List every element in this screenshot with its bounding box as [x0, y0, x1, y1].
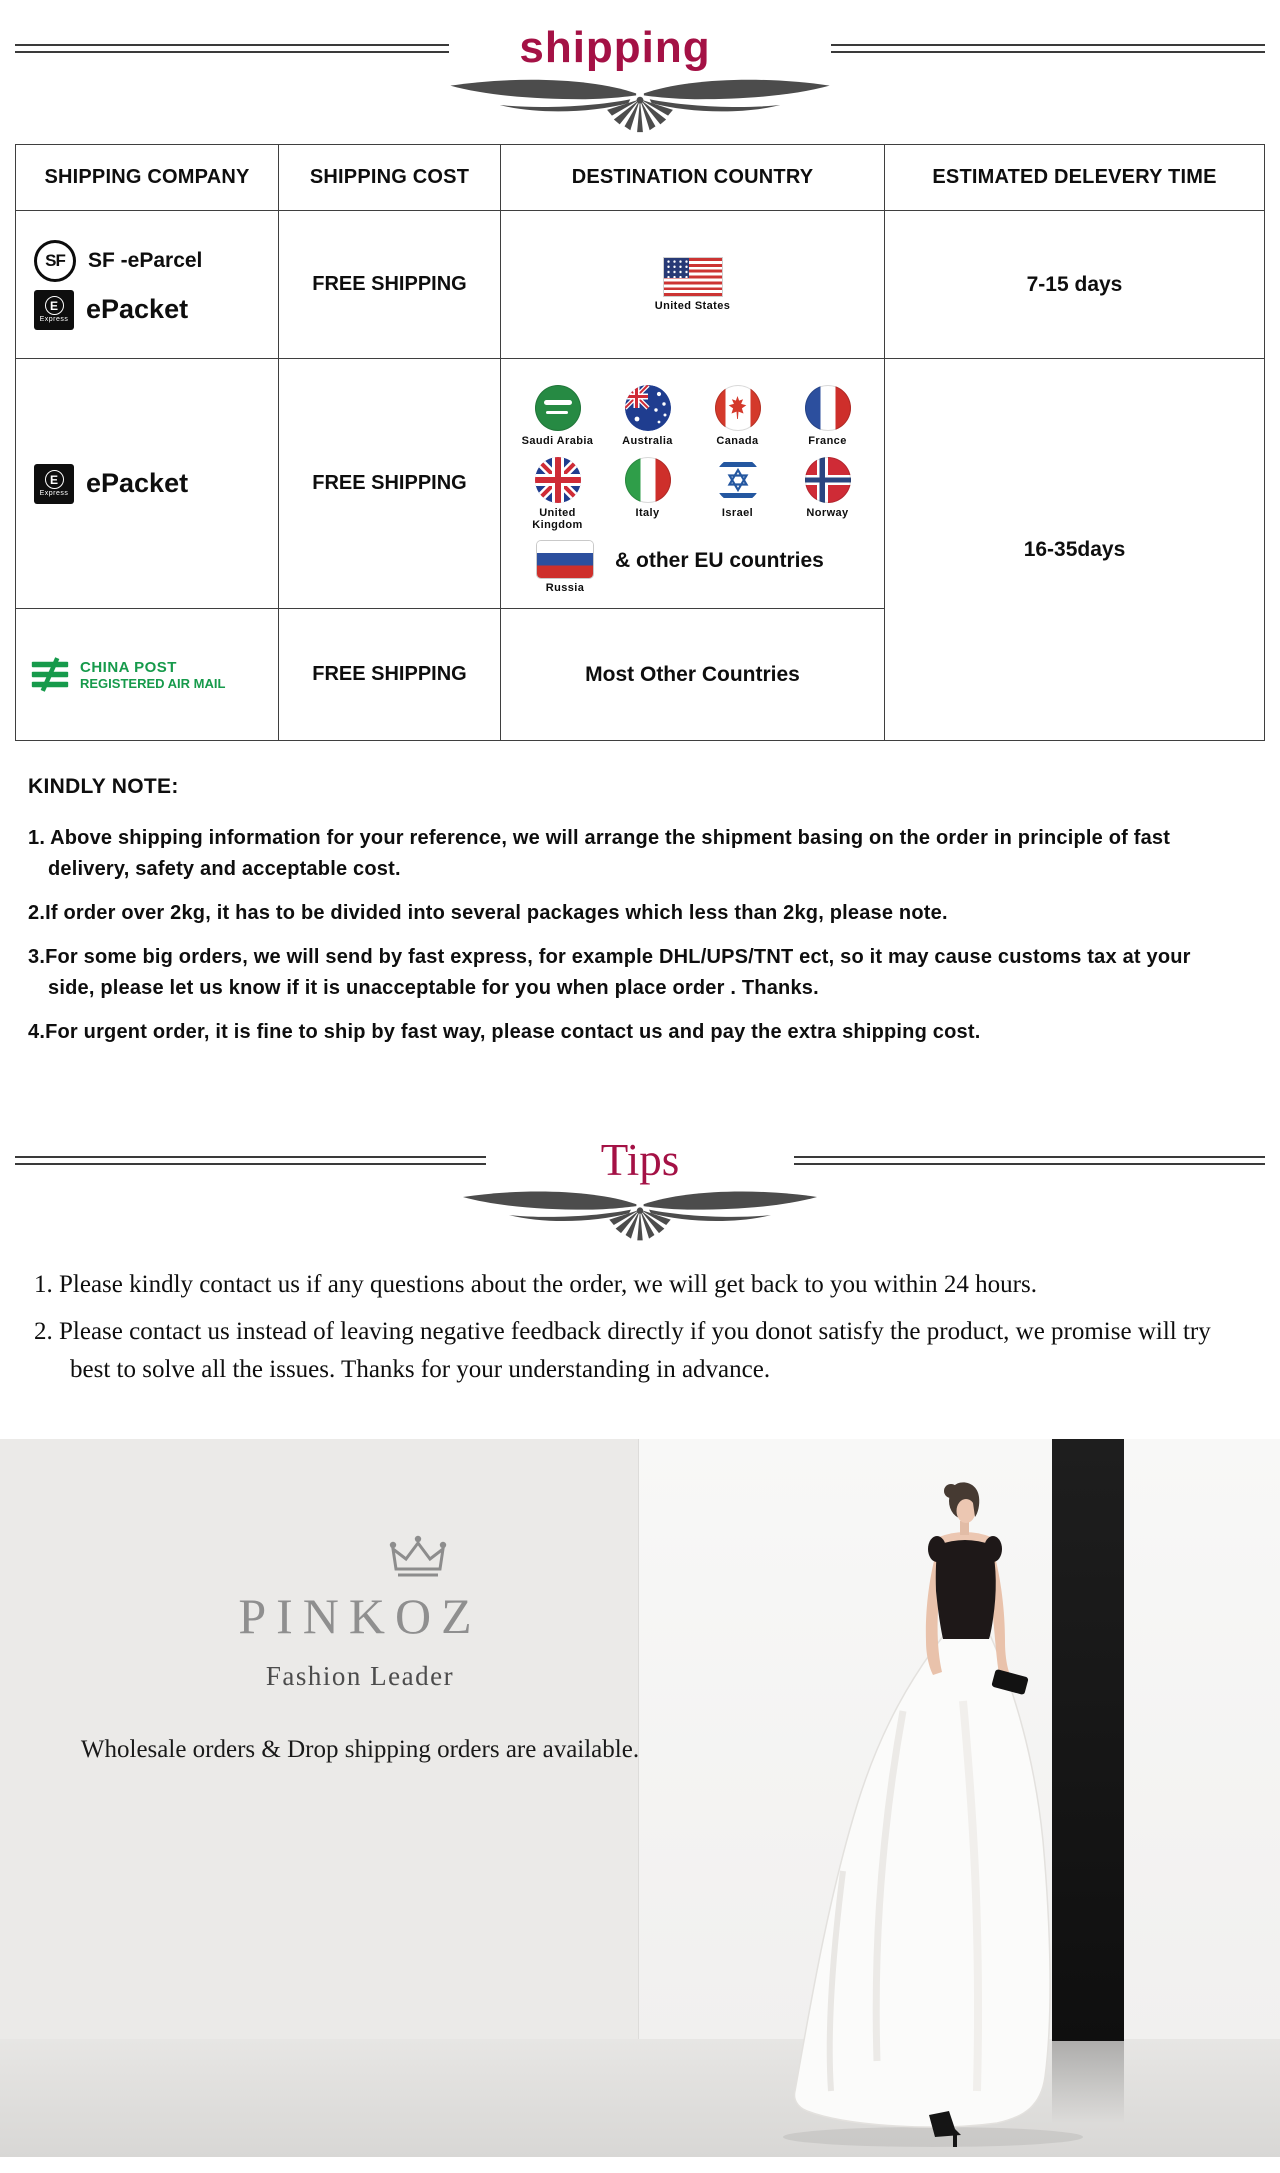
decorative-double-line-left	[15, 1156, 486, 1165]
note-item: 2.If order over 2kg, it has to be divided into several packages which less than 2kg, please note.	[28, 902, 948, 924]
russia-flag-icon	[537, 541, 593, 578]
shipping-cost-cell: FREE SHIPPING	[279, 609, 501, 741]
eagle-wings-ornament-icon	[0, 76, 1280, 138]
delivery-time-cell: 7-15 days	[885, 211, 1265, 359]
note-item: 1. Above shipping information for your reference, we will arrange the shipment basing on the order in principle of fast delivery, safety and acceptable cost.	[28, 827, 1171, 880]
israel-flag-icon	[715, 457, 761, 503]
sf-eparcel-company	[34, 240, 278, 282]
note-item: 3.For some big orders, we will send by fast express, for example DHL/UPS/TNT ect, so it may cause customs tax at your side, please let us know if it is unacceptable for you when place order . Thanks.	[28, 946, 1191, 999]
flag-label: Russia	[545, 582, 585, 594]
kindly-note-section	[28, 775, 1238, 1048]
fashion-model-photo	[748, 1451, 1218, 2151]
company-cell	[16, 359, 279, 609]
flag-label: United States	[654, 299, 731, 312]
tip-item: 1. Please kindly contact us if any questions about the order, we will get back to you within 24 hours.	[34, 1271, 1037, 1298]
brand-tagline: Fashion Leader	[265, 1661, 455, 1691]
epacket-company	[34, 290, 278, 330]
epacket-company	[34, 464, 278, 504]
flag-label: Italy	[635, 507, 660, 519]
decorative-double-line-right	[831, 44, 1265, 53]
col-header-destination-country: DESTINATION COUNTRY	[501, 145, 885, 211]
brand-block	[50, 1535, 670, 1764]
flag-label: Canada	[716, 435, 759, 447]
epacket-logo	[34, 464, 74, 504]
flag-label: Saudi Arabia	[521, 435, 594, 447]
flag-label: United Kingdom	[532, 507, 583, 531]
destination-cell	[501, 359, 885, 609]
note-item: 4.For urgent order, it is fine to ship by fast way, please contact us and pay the extra shipping cost.	[28, 1021, 981, 1043]
company-name: ePacket	[86, 294, 189, 324]
flag-item	[783, 385, 873, 447]
russia-eu-row	[501, 541, 884, 594]
eu-countries-note: & other EU countries	[615, 548, 824, 572]
brand-banner	[0, 1439, 1280, 2157]
epacket-logo-sub: Express	[39, 316, 69, 323]
col-header-estimated-delivery-time: ESTIMATED DELEVERY TIME	[885, 145, 1265, 211]
eagle-wings-ornament-icon	[0, 1188, 1280, 1250]
shipping-header	[0, 22, 1280, 74]
flag-label: Norway	[806, 507, 849, 519]
company-name: ePacket	[86, 468, 189, 498]
flag-grid-row	[501, 385, 884, 447]
flag-item	[783, 457, 873, 531]
eagle-wings-icon	[425, 1188, 855, 1244]
epacket-logo-letter: E	[45, 470, 64, 489]
flag-label: Australia	[622, 435, 673, 447]
decorative-double-line-right	[794, 1156, 1265, 1165]
epacket-logo-sub: Express	[39, 490, 69, 497]
flag-item	[501, 258, 884, 312]
flag-item	[513, 385, 603, 447]
flag-label: France	[808, 435, 847, 447]
flag-item	[603, 457, 693, 531]
kindly-note-title: KINDLY NOTE:	[28, 775, 179, 798]
france-flag-icon	[805, 385, 851, 431]
company-name	[80, 659, 225, 691]
eagle-wings-icon	[405, 76, 875, 136]
destination-cell: Most Other Countries	[501, 609, 885, 741]
tip-item: 2. Please contact us instead of leaving negative feedback directly if you donot satisfy the product, we promise will try best to solve all the issues. Thanks for your understanding in advance.	[34, 1318, 1211, 1383]
norway-flag-icon	[805, 457, 851, 503]
flag-label: Israel	[721, 507, 754, 519]
china-post-logo	[30, 656, 70, 693]
canada-flag-icon	[715, 385, 761, 431]
saudi-arabia-flag-icon	[535, 385, 581, 431]
shipping-section-title: shipping	[519, 23, 711, 72]
united-kingdom-flag-icon	[535, 457, 581, 503]
shipping-cost-cell: FREE SHIPPING	[279, 359, 501, 609]
shipping-cost-cell: FREE SHIPPING	[279, 211, 501, 359]
shipping-table	[15, 144, 1265, 741]
tips-header	[0, 1134, 1280, 1186]
flag-item	[693, 457, 783, 531]
china-post-line2: REGISTERED AIR MAIL	[80, 675, 226, 691]
tips-section-title: Tips	[600, 1135, 680, 1185]
china-post-company	[30, 656, 278, 693]
epacket-logo-letter: E	[45, 296, 64, 315]
table-row-us	[16, 211, 1265, 359]
table-header-row	[16, 145, 1265, 211]
flag-item	[537, 541, 593, 594]
sf-logo-text: SF	[45, 250, 65, 270]
brand-logo-text: PINKOZ	[238, 1588, 482, 1644]
epacket-logo	[34, 290, 74, 330]
company-cell	[16, 211, 279, 359]
tips-section	[34, 1266, 1246, 1389]
flag-item	[513, 457, 603, 531]
col-header-shipping-company: SHIPPING COMPANY	[16, 145, 279, 211]
sf-express-logo	[34, 240, 76, 282]
flag-grid-row	[501, 457, 884, 531]
delivery-time-cell: 16-35days	[885, 359, 1265, 741]
company-name: SF -eParcel	[88, 248, 203, 272]
table-row-eu	[16, 359, 1265, 609]
flag-item	[603, 385, 693, 447]
china-post-line1: CHINA POST	[80, 658, 177, 676]
brand-message: Wholesale orders & Drop shipping orders are available.	[80, 1736, 640, 1763]
united-states-flag-icon	[664, 258, 722, 296]
destination-cell	[501, 211, 885, 359]
crown-icon	[108, 1535, 728, 1581]
col-header-shipping-cost: SHIPPING COST	[279, 145, 501, 211]
australia-flag-icon	[625, 385, 671, 431]
italy-flag-icon	[625, 457, 671, 503]
flag-item	[693, 385, 783, 447]
decorative-double-line-left	[15, 44, 449, 53]
company-cell	[16, 609, 279, 741]
